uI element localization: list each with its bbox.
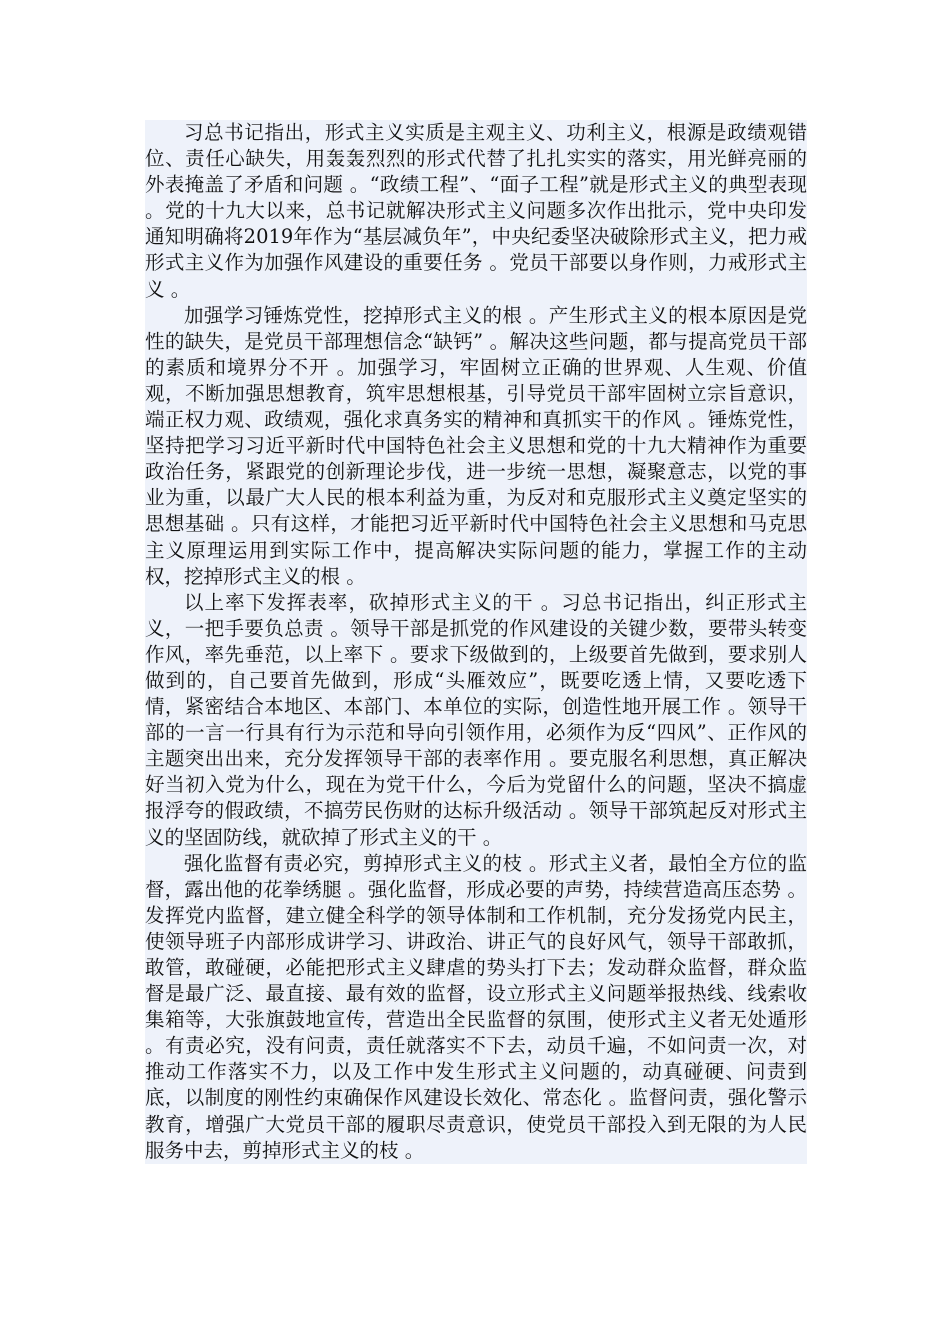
paragraph-leading-by-example: 以上率下发挥表率，砍掉形式主义的干 。习总书记指出，纠正形式主义，一把手要负总责 。领导干部是抓党的作风建设的关键少数，要带头转变作风，率先垂范，以上率下 。要求下级做到的，上级要首先做到，要求别人做到的，自己要首先做到，形成“头雁效应”，既要吃透上情，又要吃透下情，紧密结合本地区、本部门、本单位的实际，创造性地开展工作 。领导干部的一言一行具有行为示范和导向引领作用，必须作为反“四风”、正作风的主题突出出来，充分发挥领导干部的表率作用 。要克服名利思想，真正解决好当初入党为什么，现在为党干什么，今后为党留什么的问题，坚决不搞虚报浮夸的假政绩，不搞劳民伤财的达标升级活动 。领导干部筑起反对形式主义的坚固防线，就砍掉了形式主义的干 。 (145, 590, 807, 849)
paragraph-study-party-spirit: 加强学习锤炼党性，挖掉形式主义的根 。产生形式主义的根本原因是党性的缺失，是党员干部理想信念“缺钙” 。解决这些问题，都与提高党员干部的素质和境界分不开 。加强学习，牢固树立正确的世界观、人生观、价值观，不断加强思想教育，筑牢思想根基，引导党员干部牢固树立宗旨意识，端正权力观、政绩观，强化求真务实的精神和真抓实干的作风 。锤炼党性，坚持把学习习近平新时代中国特色社会主义思想和党的十九大精神作为重要政治任务，紧跟党的创新理论步伐，进一步统一思想，凝聚意志，以党的事业为重，以最广大人民的根本利益为重，为反对和克服形式主义奠定坚实的思想基础 。只有这样，才能把习近平新时代中国特色社会主义思想和马克思主义原理运用到实际工作中，提高解决实际问题的能力，掌握工作的主动权，挖掉形式主义的根 。 (145, 303, 807, 588)
paragraph-intro: 习总书记指出，形式主义实质是主观主义、功利主义，根源是政绩观错位、责任心缺失，用轰轰烈烈的形式代替了扎扎实实的落实，用光鲜亮丽的外表掩盖了矛盾和问题 。“政绩工程”、“面子工程”就是形式主义的典型表现 。党的十九大以来，总书记就解决形式主义问题多次作出批示，党中央印发通知明确将2019年作为“基层减负年”，中央纪委坚决破除形式主义，把力戒形式主义作为加强作风建设的重要任务 。党员干部要以身作则，力戒形式主义 。 (145, 121, 807, 301)
paragraph-supervision-accountability: 强化监督有责必究，剪掉形式主义的枝 。形式主义者，最怕全方位的监督，露出他的花拳绣腿 。强化监督，形成必要的声势，持续营造高压态势 。发挥党内监督，建立健全科学的领导体制和工作机制，充分发扬党内民主，使领导班子内部形成讲学习、讲政治、讲正气的良好风气，领导干部敢抓，敢管，敢碰硬，必能把形式主义肆虐的势头打下去；发动群众监督，群众监督是最广泛、最直接、最有效的监督，设立形式主义问题举报热线、线索收集箱等，大张旗鼓地宣传，营造出全民监督的氛围，使形式主义者无处遁形 。有责必究，没有问责，责任就落实不下去，动员千遍，不如问责一次，对推动工作落实不力，以及工作中发生形式主义问题的，动真碰硬、问责到底，以制度的刚性约束确保作风建设长效化、常态化 。监督问责，强化警示教育，增强广大党员干部的履职尽责意识，使党员干部投入到无限的为人民服务中去，剪掉形式主义的枝 。 (145, 851, 807, 1162)
article-body (145, 120, 807, 1164)
